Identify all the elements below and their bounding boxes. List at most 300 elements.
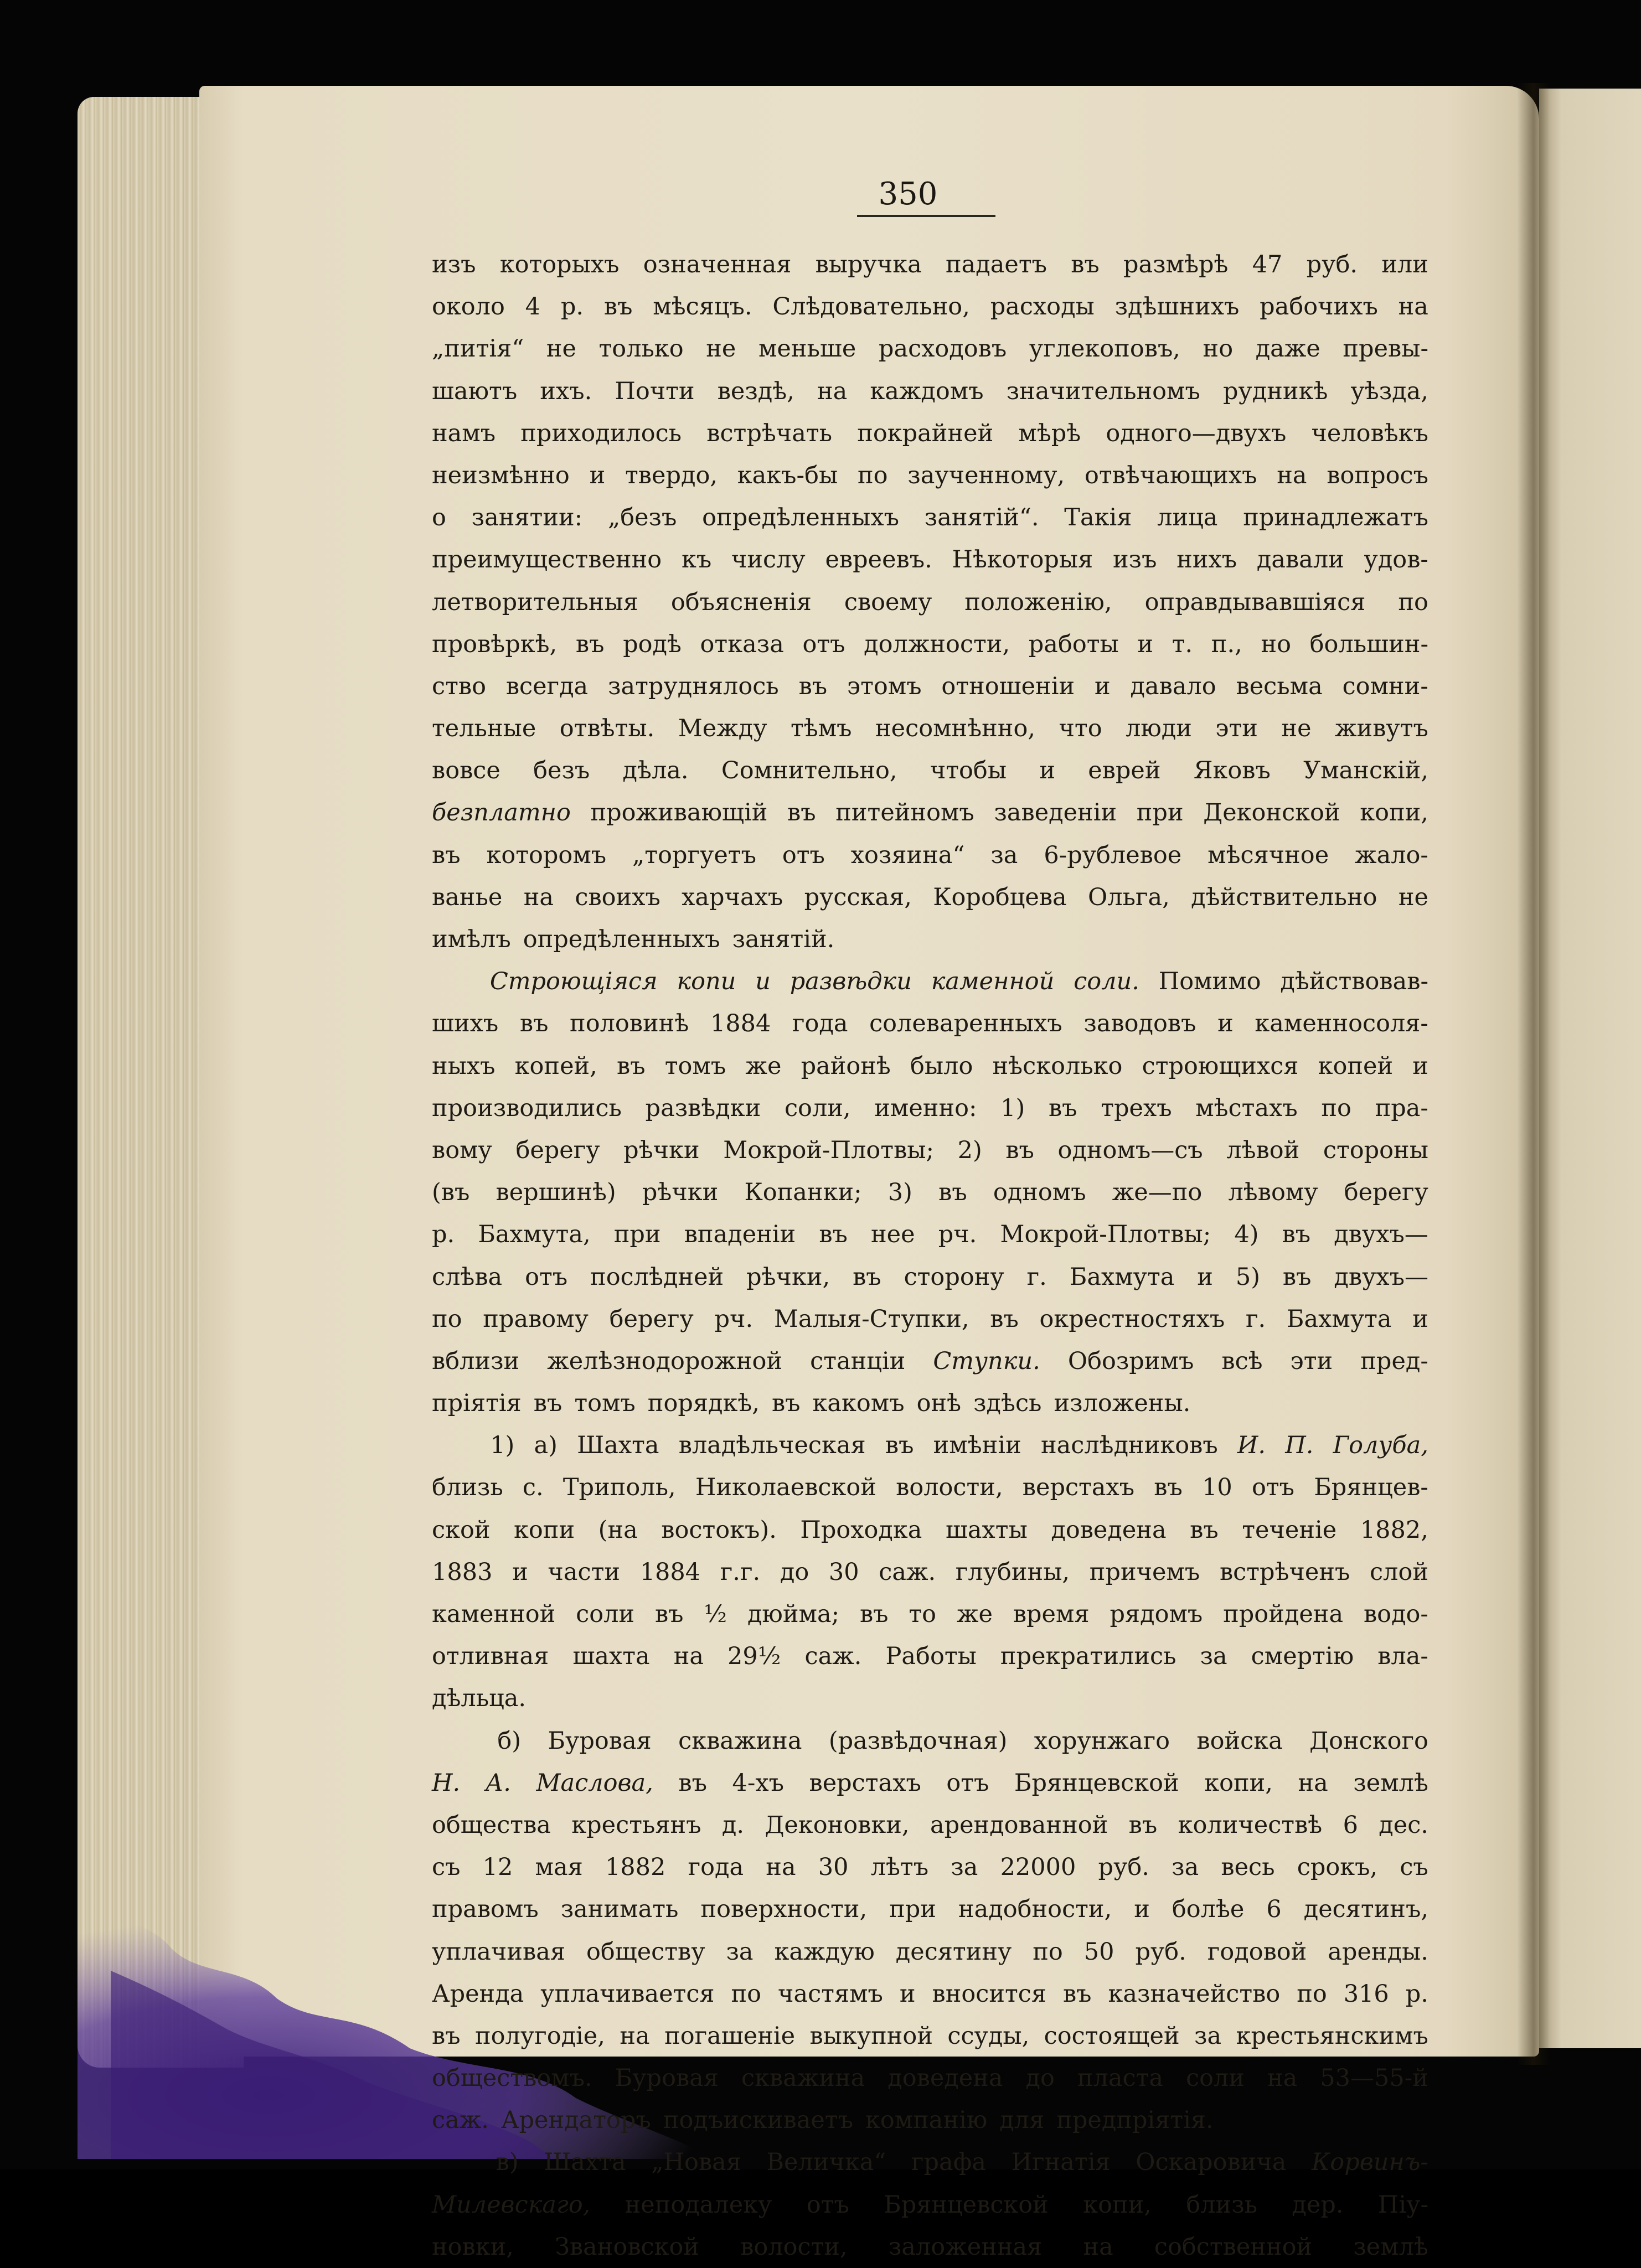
word: арендованной (930, 1811, 1108, 1839)
page-gutter (1517, 83, 1550, 2065)
word: Маслова, (536, 1769, 653, 1797)
word: въ (1154, 1474, 1183, 1502)
word: весь (1221, 1853, 1275, 1882)
word: Николаевской (695, 1474, 876, 1502)
word: въ (938, 1179, 967, 1207)
word: отъ (525, 1263, 568, 1291)
word: встрѣчать (706, 419, 833, 447)
word: копи (514, 1516, 575, 1544)
word: заученному, (907, 461, 1065, 489)
word: на (1398, 293, 1428, 321)
word: тѣмъ (791, 715, 852, 743)
word: причемъ (1089, 1558, 1200, 1586)
word: выкупной (809, 2022, 933, 2050)
word: П. (1285, 1432, 1314, 1460)
word: падаетъ (945, 251, 1047, 278)
word: землѣ (1353, 1769, 1428, 1797)
word: „торгуетъ (632, 841, 756, 869)
word: каждую (774, 1938, 875, 1966)
page-number: 350 (878, 176, 938, 212)
word: заводовъ (1083, 1010, 1196, 1038)
word: Голуба, (1333, 1432, 1428, 1460)
text-line (432, 876, 1428, 918)
word: и (589, 461, 606, 489)
word: въ (1071, 251, 1100, 278)
word: харчахъ (682, 883, 783, 911)
word: наслѣдниковъ (1040, 1432, 1218, 1460)
word: частямъ (778, 1980, 883, 2008)
word: части (548, 1558, 621, 1586)
word: Брянцевской (884, 2190, 1049, 2219)
word: Бахмута (1069, 1263, 1175, 1291)
word: стороны (1323, 1136, 1428, 1164)
word: и (512, 1558, 528, 1586)
text-line (432, 623, 1428, 665)
word: ссуды, (947, 2022, 1030, 2050)
word: пріятія (432, 1389, 522, 1418)
text-line (432, 1466, 1428, 1508)
word: русская, (804, 883, 912, 911)
word: вблизи (432, 1347, 520, 1375)
word: не (1398, 883, 1428, 911)
text-line (432, 412, 1428, 454)
word: опредѣленныхъ (702, 504, 899, 532)
word: рудникѣ (1222, 377, 1328, 405)
word: п., (1211, 630, 1242, 658)
word: сомни- (1342, 672, 1428, 700)
word: изъ (432, 251, 476, 278)
word: волости, (740, 2233, 848, 2261)
text-line (432, 2015, 1428, 2057)
word: въ (575, 630, 605, 658)
word: заведеніи (994, 799, 1117, 827)
word: отъ (946, 1769, 989, 1797)
word: погашеніе (664, 2022, 796, 2050)
word: рѣчки, (746, 1263, 830, 1291)
word: здѣшнихъ (1114, 293, 1240, 321)
word: расходы (990, 293, 1095, 321)
word: въ (798, 672, 828, 700)
text-line (432, 1677, 1428, 1719)
text-line (432, 1213, 1428, 1256)
word: 12 (482, 1853, 513, 1882)
word: но (1261, 630, 1291, 658)
word: въ (771, 1389, 801, 1418)
word: 1883 (432, 1558, 493, 1586)
word: пред- (1360, 1347, 1428, 1375)
word: давали (1256, 546, 1344, 574)
word: соли, (784, 1094, 851, 1122)
word: за (951, 1853, 978, 1882)
word: каменной (432, 1600, 556, 1628)
word: преимущественно (432, 546, 662, 574)
paragraph-indent (432, 1424, 471, 1466)
word: Оскаровича (1136, 2148, 1287, 2177)
word: объясненія (670, 588, 812, 616)
word: отливная (432, 1642, 549, 1671)
word: Сомнительно, (721, 757, 897, 785)
word: мѣрѣ (1018, 419, 1081, 447)
word: теченіе (1242, 1516, 1337, 1544)
word: не (706, 335, 736, 363)
word: чтобы (930, 757, 1007, 785)
word: саж. (804, 1642, 862, 1671)
word: казначейство (1108, 1980, 1281, 2008)
word: въ (432, 2022, 461, 2050)
word: занятій“. (924, 504, 1039, 532)
word: Деконской (1203, 799, 1340, 827)
word: рч. (938, 1221, 977, 1249)
word: в) (496, 2148, 519, 2177)
word: люди (1126, 715, 1192, 743)
word: 4 (525, 293, 541, 321)
word: 316 (1343, 1980, 1389, 2008)
word: 2) (957, 1136, 982, 1164)
word: рч. (714, 1305, 754, 1333)
word: которыхъ (499, 251, 620, 278)
word: Деконовки, (765, 1811, 910, 1839)
word: 1882, (1360, 1516, 1428, 1544)
word: эти (1215, 715, 1258, 743)
word: томъ (574, 1389, 636, 1418)
word: въ (617, 1052, 646, 1080)
word: обществу (586, 1938, 705, 1966)
body-text (432, 244, 1428, 2268)
text-line (432, 497, 1428, 539)
word: лѣтъ (870, 1853, 929, 1882)
word: по (1398, 588, 1428, 616)
word: дѣльца. (432, 1685, 527, 1713)
word: Шахта (577, 1432, 659, 1460)
word: безплатно (432, 799, 571, 827)
word: въ (678, 1769, 707, 1797)
word: 29½ (727, 1642, 781, 1671)
word: порядкѣ, (647, 1389, 760, 1418)
word: Яковъ (1193, 757, 1271, 785)
word: доведена (887, 2064, 1003, 2093)
word: близь (1186, 2190, 1258, 2219)
word: провѣркѣ, (432, 630, 558, 658)
word: Помимо (1158, 968, 1261, 996)
word: жало- (1355, 841, 1428, 869)
word: имѣніи (933, 1432, 1021, 1460)
text-line (432, 1509, 1428, 1551)
word: 3) (887, 1179, 912, 1207)
word: отъ (1251, 1474, 1295, 1502)
word: 22000 (1000, 1853, 1076, 1882)
word: Величка“ (766, 2148, 886, 2177)
word: нее (871, 1221, 915, 1249)
word: родѣ (623, 630, 682, 658)
word: трехъ (1101, 1094, 1172, 1122)
word: Корвинъ- (1312, 2148, 1428, 2177)
word: въ (1048, 1094, 1077, 1122)
word: на (766, 1853, 796, 1882)
word: копи, (1083, 2190, 1152, 2219)
word: при (1136, 799, 1184, 827)
word: р. (1405, 1980, 1428, 2008)
word: въ (1282, 1221, 1311, 1249)
paragraph-indent (432, 2141, 471, 2183)
word: верстахъ (1022, 1474, 1135, 1502)
word: соли. (1074, 968, 1139, 996)
word: Копанки; (744, 1179, 862, 1207)
word: владѣльческая (678, 1432, 866, 1460)
word: превы- (1343, 335, 1428, 363)
word: графа (911, 2148, 986, 2177)
word: берегу (1344, 1179, 1428, 1207)
word: на (620, 2022, 650, 2050)
word: Бахмута, (478, 1221, 591, 1249)
word: ванье (432, 883, 503, 911)
word: весьма (1236, 672, 1323, 700)
word: въ (885, 1432, 914, 1460)
word: шахты (945, 1516, 1028, 1544)
word: уѣзда, (1350, 377, 1428, 405)
word: г. (1245, 1305, 1266, 1333)
word: копей, (514, 1052, 597, 1080)
word: же—по (1112, 1179, 1203, 1207)
text-line (432, 2057, 1428, 2099)
word: пра- (1375, 1094, 1428, 1122)
word: въ (1128, 1811, 1158, 1839)
word: соли (1186, 2064, 1245, 2093)
word: надобности, (958, 1895, 1112, 1924)
word: въ (1005, 1136, 1034, 1164)
word: занятій. (732, 926, 835, 953)
word: землѣ (1353, 2233, 1428, 2261)
word: количествѣ (1178, 1811, 1323, 1839)
word: Такія (1064, 504, 1132, 532)
word: смертію (1251, 1642, 1354, 1671)
word: и (1217, 1010, 1234, 1038)
word: шихъ (432, 1010, 499, 1038)
word: производились (432, 1094, 622, 1122)
word: Брянцев- (1314, 1474, 1428, 1502)
word: 1) (490, 1432, 515, 1460)
word: крестьянъ (571, 1811, 701, 1839)
word: числу (731, 546, 806, 574)
word: Буровая (615, 2064, 719, 2093)
word: ство (432, 672, 486, 700)
text-line (432, 1931, 1428, 1973)
word: правомъ (432, 1895, 539, 1924)
word: Обозримъ (1067, 1347, 1194, 1375)
word: на (1298, 1769, 1328, 1797)
text-line (432, 1846, 1428, 1888)
word: копи (677, 968, 736, 996)
word: районѣ (801, 1052, 891, 1080)
word: въ (859, 1600, 889, 1628)
text-line (432, 1973, 1428, 2015)
word: каждомъ (870, 377, 984, 405)
text-line (432, 1256, 1428, 1298)
word: при (889, 1895, 936, 1924)
word: д. (721, 1811, 745, 1839)
text-line (432, 1635, 1428, 1677)
word: строющихся (1142, 1052, 1299, 1080)
word: евреевъ. (825, 546, 932, 574)
word: выручка (815, 251, 922, 278)
word: безъ (533, 757, 590, 785)
word: Аренда (432, 1980, 524, 2008)
word: слой (1370, 1558, 1428, 1586)
word: г. (1026, 1263, 1047, 1291)
page-number-rule (857, 215, 995, 217)
word: Строющіяся (489, 968, 658, 996)
word: занимать (560, 1895, 679, 1924)
word: въ (519, 1010, 549, 1038)
word: доведена (1051, 1516, 1167, 1544)
text-line (432, 665, 1428, 707)
word: томъ (664, 1052, 726, 1080)
word: намъ (432, 419, 496, 447)
text-line (432, 918, 1428, 960)
word: всѣ (1221, 1347, 1263, 1375)
paragraph-indent (432, 960, 471, 1003)
word: востокъ). (661, 1516, 777, 1544)
text-line (432, 1171, 1428, 1213)
word: предпріятія. (1056, 2106, 1214, 2135)
word: время (1013, 1600, 1090, 1628)
word: хорунжаго (1034, 1727, 1170, 1755)
word: и (1412, 1305, 1428, 1333)
word: удов- (1364, 546, 1428, 574)
text-line (432, 2184, 1428, 2226)
word: собственной (1154, 2233, 1313, 2261)
word: войска (1196, 1727, 1283, 1755)
word: 50 (1083, 1938, 1114, 1966)
word: изложены. (1054, 1389, 1191, 1418)
word: вла- (1377, 1642, 1428, 1671)
word: 4) (1234, 1221, 1259, 1249)
word: своему (844, 588, 932, 616)
word: именно: (874, 1094, 977, 1122)
word: только (598, 335, 684, 363)
word: за (726, 1938, 754, 1966)
word: отъ (782, 841, 825, 869)
word: ныхъ (432, 1052, 496, 1080)
word: Между (678, 715, 767, 743)
word: не (1281, 715, 1312, 743)
word: И. (1237, 1432, 1266, 1460)
word: 6 (1266, 1895, 1282, 1924)
word: нѣсколько (992, 1052, 1123, 1080)
word: (на (598, 1516, 638, 1544)
word: въ (1062, 1980, 1092, 2008)
word: Мокрой-Плотвы; (1000, 1221, 1211, 1249)
word: одномъ (993, 1179, 1086, 1207)
text-line (432, 750, 1428, 792)
word: скважина (741, 2064, 865, 2093)
word: дѣйствовав- (1280, 968, 1428, 996)
word: и (755, 968, 771, 996)
word: расходовъ (878, 335, 1007, 363)
word: 1) (1000, 1094, 1025, 1122)
text-line (432, 2141, 1428, 2183)
word: по (857, 461, 888, 489)
word: развѣдки (645, 1094, 761, 1122)
word: изъ (1112, 546, 1157, 574)
word: какъ-бы (737, 461, 838, 489)
word: отношеніи (941, 672, 1075, 700)
word: впаденіи (684, 1221, 796, 1249)
word: на (1083, 2233, 1113, 2261)
word: новки, (432, 2233, 514, 2261)
word: опредѣленныхъ (523, 926, 720, 953)
word: глубины, (955, 1558, 1070, 1586)
word: на (673, 1642, 704, 1671)
word: 47 (1252, 251, 1283, 278)
word: желѣзнодорожной (547, 1347, 783, 1375)
word: хозяина“ (850, 841, 965, 869)
text-line (432, 792, 1428, 834)
word: оправдывавшіяся (1144, 588, 1366, 616)
word: 1884 (710, 1010, 771, 1038)
word: Коробцева (933, 883, 1067, 911)
right-page-edge (1539, 89, 1641, 2048)
word: половинѣ (570, 1010, 689, 1038)
word: на (817, 377, 848, 405)
word: ихъ. (540, 377, 592, 405)
word: на (1267, 2064, 1298, 2093)
word: Игнатія (1011, 2148, 1111, 2177)
word: имѣлъ (432, 926, 511, 953)
word: рабочихъ (1260, 293, 1378, 321)
word: же (956, 1600, 993, 1628)
word: водо- (1363, 1600, 1428, 1628)
word: рѣчки (642, 1179, 719, 1207)
word: встрѣченъ (1219, 1558, 1350, 1586)
word: же (745, 1052, 782, 1080)
word: еврей (1088, 757, 1161, 785)
word: въ (432, 841, 461, 869)
word: руб. (1306, 251, 1358, 278)
word: Брянцевской (1014, 1769, 1179, 1797)
word: лѣвому (1228, 1179, 1318, 1207)
word: въ (853, 1263, 881, 1291)
word: не (546, 335, 576, 363)
word: г.г. (720, 1558, 761, 1586)
word: отъ (802, 630, 845, 658)
text-line (432, 539, 1428, 581)
word: рядомъ (1110, 1600, 1203, 1628)
word: на (523, 883, 554, 911)
word: было (910, 1052, 973, 1080)
word: вершинѣ) (496, 1179, 616, 1207)
word: положенію, (964, 588, 1112, 616)
word: уплачивается (540, 1980, 715, 2008)
word: онѣ (916, 1389, 962, 1418)
word: приходилось (520, 419, 682, 447)
word: или (1381, 251, 1428, 278)
word: при (613, 1221, 661, 1249)
word: и (1197, 1263, 1213, 1291)
word: въ (990, 1305, 1019, 1333)
word: значительномъ (1006, 377, 1200, 405)
word: А. (485, 1769, 511, 1797)
text-line (432, 1045, 1428, 1087)
word: что (1059, 715, 1102, 743)
word: близь (432, 1474, 503, 1502)
word: въ (787, 799, 816, 827)
word: дер. (1292, 2190, 1344, 2219)
word: 1884 (639, 1558, 701, 1586)
word: отвѣты. (559, 715, 655, 743)
word: послѣдней (590, 1263, 724, 1291)
word: этомъ (847, 672, 922, 700)
word: работы (1028, 630, 1119, 658)
